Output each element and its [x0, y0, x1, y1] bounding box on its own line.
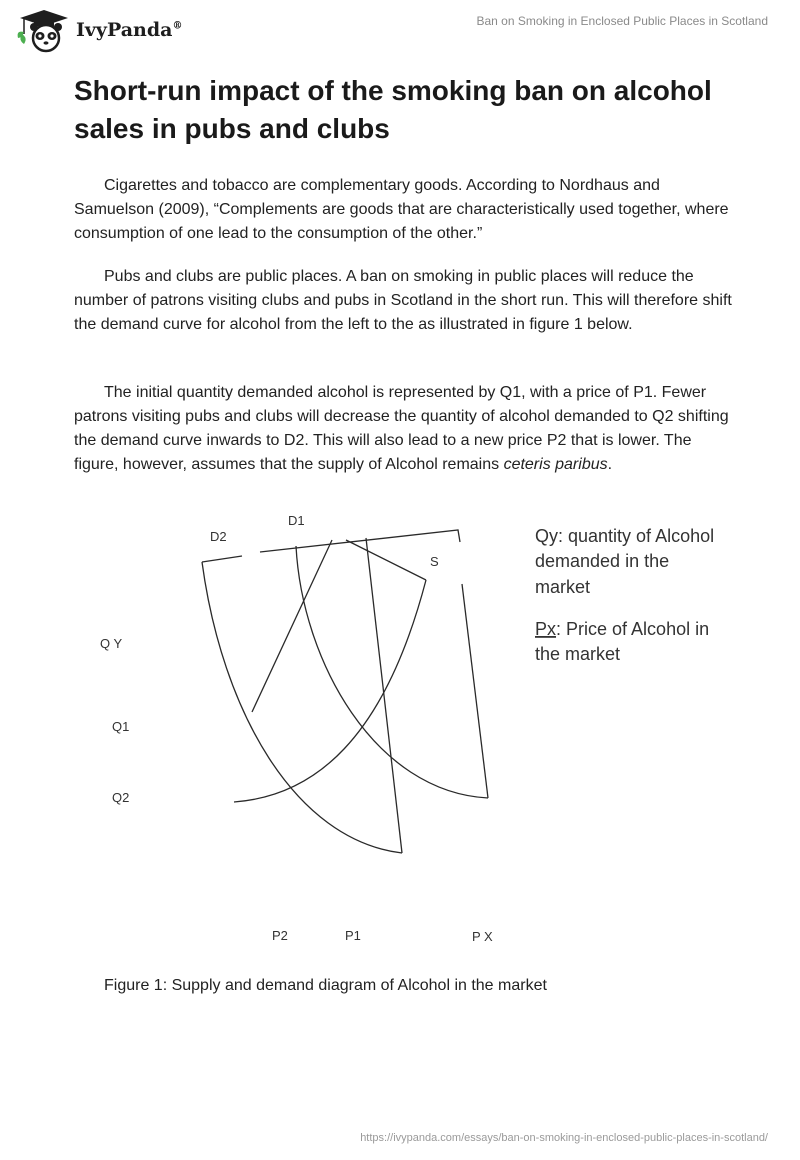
s-curve: [234, 580, 426, 802]
legend-px-abbr: Px: [535, 619, 557, 639]
supply-demand-diagram: [74, 500, 774, 960]
running-title: Ban on Smoking in Enclosed Public Places in Scotland: [476, 14, 768, 28]
right-vertical-line: [462, 584, 488, 798]
ivypanda-logo-icon[interactable]: [14, 8, 76, 54]
figure-caption: Figure 1: Supply and demand diagram of Alcohol in the market: [104, 977, 547, 994]
label-s: S: [430, 554, 439, 569]
legend-qy-line2: demanded in the: [535, 551, 670, 571]
supply-demand-figure: [74, 500, 774, 960]
label-p2: P2: [272, 928, 288, 943]
figure-legend: [535, 526, 714, 664]
paragraph-public-places: Pubs and clubs are public places. A ban on smoking in public places will reduce the number of patrons visiting clubs and pubs in Scotland in the short run. This will therefore shift the demand curve for alcohol from the left to the as illustrated in figure 1 below.: [74, 268, 732, 333]
page-header: [0, 0, 800, 60]
label-px: P X: [472, 929, 493, 944]
label-q2: Q2: [112, 790, 130, 805]
source-url-link[interactable]: https://ivypanda.com/essays/ban-on-smoking-in-enclosed-public-places-in-scotland/: [360, 1132, 768, 1144]
section-heading: Short-run impact of the smoking ban on alcohol sales in pubs and clubs: [74, 75, 712, 144]
label-d2: D2: [210, 529, 227, 544]
paragraph-quantity-demanded: The initial quantity demanded alcohol is represented by Q1, with a price of P1. Fewer patrons visiting pubs and clubs will decrease the quantity of alcohol demanded to Q2 shifting the demand curve inwards to D2. This will also lead to a new price P2 that is lower. The figure, however, assumes that the supply of Alcohol remains ceteris paribus.: [74, 384, 729, 473]
brand-name[interactable]: IvyPanda®: [76, 19, 183, 41]
label-p1: P1: [345, 928, 361, 943]
p1-vertical-line: [366, 538, 402, 853]
legend-px-line2: the market: [535, 644, 621, 664]
legend-qy-line1: Qy: quantity of Alcohol: [535, 526, 715, 546]
steep-line-left: [252, 540, 332, 712]
diagonal-to-s: [346, 540, 426, 580]
legend-qy-line3: market: [535, 577, 591, 597]
ceteris-paribus-italic: ceteris paribus: [503, 456, 608, 473]
legend-px-line1: Px: Price of Alcohol in: [535, 619, 710, 639]
label-q1: Q1: [112, 719, 130, 734]
label-d1: D1: [288, 513, 305, 528]
d2-dash: [202, 556, 242, 562]
label-qy: Q Y: [100, 636, 123, 651]
top-axis-line: [260, 530, 460, 552]
paragraph-complements: Cigarettes and tobacco are complementary goods. According to Nordhaus and Samuelson (2009), “Complements are goods that are characteristically used together, where consumption of one lead to the consumption of the other.”: [74, 177, 729, 242]
